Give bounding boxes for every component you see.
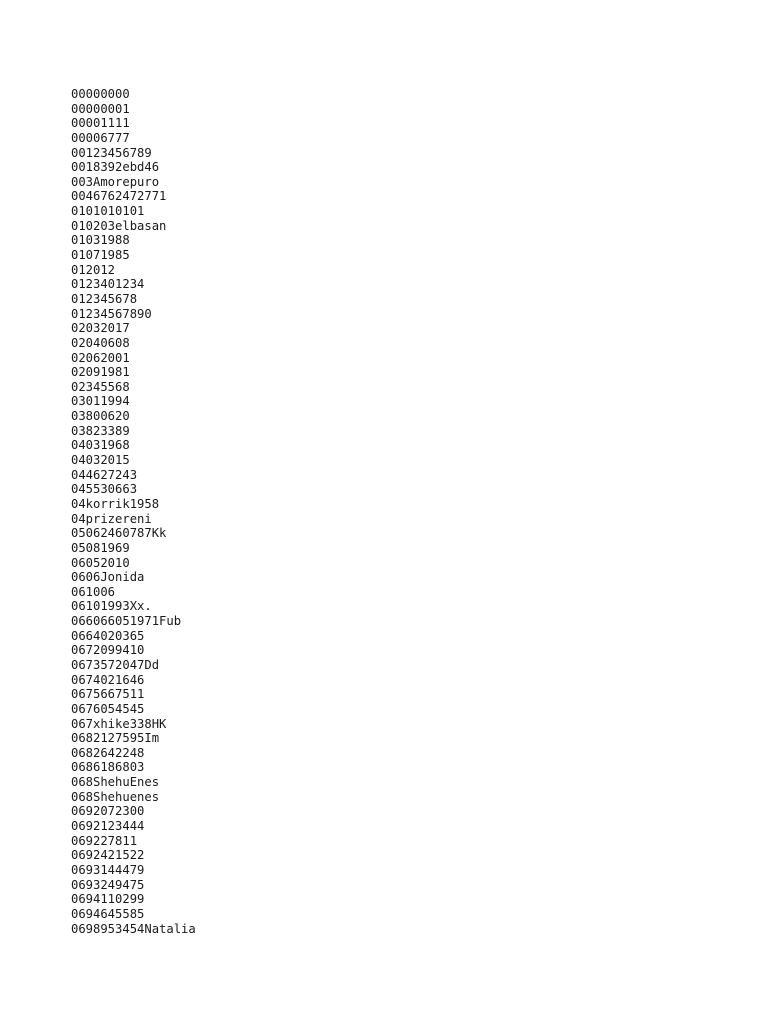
text-line: 067xhike338HK [71, 716, 167, 731]
text-line: 0674021646 [71, 672, 145, 687]
text-line: 0123401234 [71, 277, 145, 292]
text-line: 05062460787Kk [71, 526, 167, 541]
text-line: 0046762472771 [71, 189, 167, 204]
text-line: 0672099410 [71, 643, 145, 658]
text-line: 00000000 [71, 87, 130, 101]
text-line: 02345568 [71, 379, 130, 394]
text-lines [71, 87, 196, 936]
text-line: 044627243 [71, 467, 138, 482]
text-line: 068Shehuenes [71, 789, 160, 804]
text-line: 0694110299 [71, 892, 145, 907]
text-line: 04korrik1958 [71, 496, 160, 511]
text-line: 0664020365 [71, 628, 145, 643]
text-line: 0692123444 [71, 819, 145, 834]
text-line: 012345678 [71, 291, 138, 306]
text-line: 066066051971Fub [71, 614, 182, 629]
text-line: 0676054545 [71, 701, 145, 716]
text-line: 02040608 [71, 335, 130, 350]
text-line: 045530663 [71, 482, 138, 497]
text-line: 0682127595Im [71, 731, 160, 746]
text-line: 061006 [71, 584, 116, 599]
text-line: 068ShehuEnes [71, 775, 160, 790]
text-line: 0101010101 [71, 204, 145, 219]
text-line: 02062001 [71, 350, 130, 365]
text-line: 00006777 [71, 130, 130, 145]
text-line: 02091981 [71, 365, 130, 380]
text-line: 06052010 [71, 555, 130, 570]
text-line: 03823389 [71, 423, 130, 438]
text-line: 0692072300 [71, 804, 145, 819]
text-line: 069227811 [71, 833, 138, 848]
text-line: 0698953454Natalia [71, 921, 196, 936]
text-line: 0693144479 [71, 862, 145, 877]
text-line: 010203elbasan [71, 218, 167, 233]
text-line: 04prizereni [71, 511, 152, 526]
text-line: 01071985 [71, 248, 130, 263]
text-line: 0606Jonida [71, 570, 145, 585]
text-line: 0692421522 [71, 848, 145, 863]
text-line: 03011994 [71, 394, 130, 409]
text-line: 0673572047Dd [71, 657, 160, 672]
text-line: 012012 [71, 262, 116, 277]
text-line: 00001111 [71, 116, 130, 131]
text-line: 0686186803 [71, 760, 145, 775]
text-line: 0018392ebd46 [71, 160, 160, 175]
text-line: 06101993Xx. [71, 599, 152, 614]
text-line: 0675667511 [71, 687, 145, 702]
text-line: 00123456789 [71, 145, 152, 160]
text-line: 003Amorepuro [71, 174, 160, 189]
text-line: 00000001 [71, 101, 130, 116]
text-line: 01234567890 [71, 306, 152, 321]
text-line: 0682642248 [71, 745, 145, 760]
text-line: 04032015 [71, 453, 130, 468]
text-line: 03800620 [71, 409, 130, 424]
text-line: 0694645585 [71, 906, 145, 921]
text-line: 02032017 [71, 321, 130, 336]
text-line: 04031968 [71, 438, 130, 453]
text-line: 01031988 [71, 233, 130, 248]
text-line: 0693249475 [71, 877, 145, 892]
text-line: 05081969 [71, 540, 130, 555]
